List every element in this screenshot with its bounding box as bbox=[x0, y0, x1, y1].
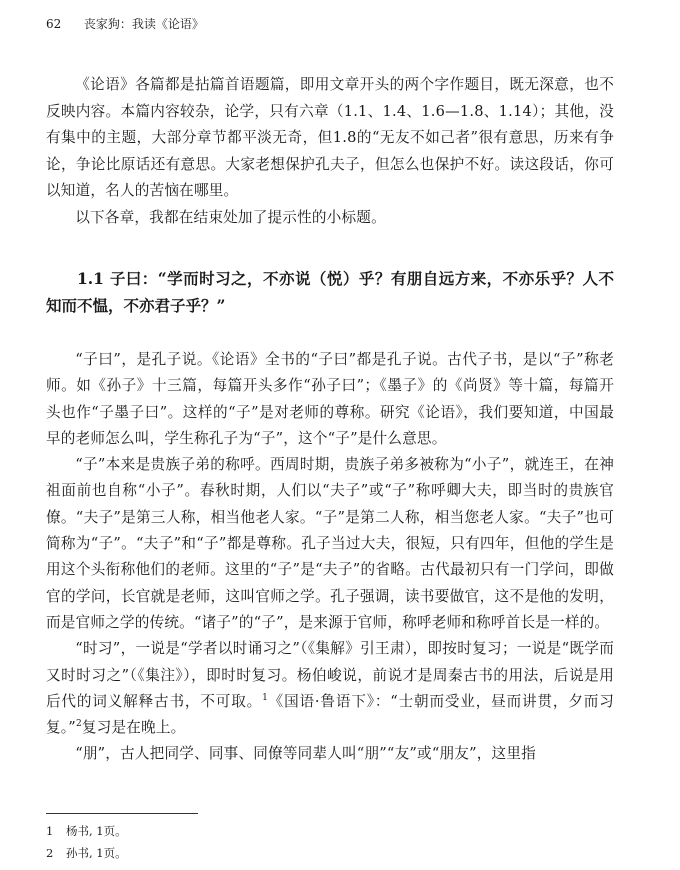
commentary-paragraph-zi-title: “子”本来是贵族子弟的称呼。西周时期，贵族子弟多被称为“小子”，就连王，在神祖面前也自称“小子”。春秋时期，人们以“夫子”或“子”称呼卿大夫，即当时的贵族官僚。“夫子”是第三人称，相当他老人家。“子”是第二人称，相当您老人家。“夫子”也可简称为“子”。“夫子”和“子”都是尊称。孔子当过大夫，很短，只有四年，但他的学生是用这个头衔称他们的老师。这里的“子”是“夫子”的省略。古代最初只有一门学问，即做官的学问，长官就是老师，这叫官师之学。孔子强调，读书要做官，这不是他的发明，而是官师之学的传统。“诸子”的“子”，是来源于官师，称呼老师和称呼首长是一样的。 bbox=[46, 456, 614, 631]
footnote-text: 孙书, 1页。 bbox=[66, 846, 127, 860]
running-header bbox=[46, 16, 204, 32]
footnotes bbox=[46, 820, 614, 864]
intro-note-paragraph: 以下各章，我都在结束处加了提示性的小标题。 bbox=[75, 208, 386, 226]
page-number: 62 bbox=[46, 17, 62, 31]
footnote-2 bbox=[46, 842, 614, 864]
footnote-number: 1 bbox=[46, 824, 54, 838]
commentary-paragraph-zi-yue: “子曰”，是孔子说。《论语》全书的“子曰”都是孔子说。古代子书，是以“子”称老师。如《孙子》十三篇，每篇开头多作“孙子曰”；《墨子》的《尚贤》等十篇，每篇开头也作“子墨子曰”。这样的“子”是对老师的尊称。研究《论语》，我们要知道，中国最早的老师怎么叫，学生称孔子为“子”，这个“子”是什么意思。 bbox=[46, 351, 614, 447]
intro-paragraph: 《论语》各篇都是拈篇首语题篇，即用文章开头的两个字作题目，既无深意，也不反映内容。本篇内容较杂，论学，只有六章（1.1、1.4、1.6—1.8、1.14）；其他，没有集中的主题，大部分章节都平淡无奇，但1.8的“无友不如己者”很有意思，历来有争论，争论比原话还有意思。大家老想保护孔夫子，但怎么也保护不好。读这段话，你可以知道，名人的苦恼在哪里。 bbox=[46, 76, 614, 199]
shi-xi-text-part-3: 复习是在晚上。 bbox=[81, 719, 186, 737]
footnote-1 bbox=[46, 820, 614, 842]
footnote-ref-1[interactable]: 1 bbox=[262, 693, 268, 703]
intro-section bbox=[46, 72, 614, 231]
shi-xi-text-part-1: “时习”，一说是“学者以时诵习之”（《集解》引王肃），即按时复习；一说是“既学而又时时习之”（《集注》），即时时复习。杨伯峻说，前说才是周秦古书的用法，后说是用后代的词义解释古书，不可取。 bbox=[46, 640, 614, 710]
footnote-ref-2[interactable]: 2 bbox=[75, 719, 82, 730]
commentary-paragraph-peng: “朋”，古人把同学、同事、同僚等同辈人叫“朋”“友”或“朋友”，这里指 bbox=[75, 745, 536, 763]
shi-xi-text-part-2: 《国语·鲁语下》：“士朝而受业，昼而讲贯，夕而习复。” bbox=[46, 692, 614, 737]
footnote-divider bbox=[46, 813, 198, 814]
footnote-number: 2 bbox=[46, 846, 54, 860]
footnote-text: 杨书, 1页。 bbox=[66, 824, 127, 838]
section-heading: 1.1 子曰：“学而时习之，不亦说（悦）乎？有朋自远方来，不亦乐乎？人不知而不愠，不亦君子乎？” bbox=[46, 269, 614, 315]
running-title: 丧家狗：我读《论语》 bbox=[83, 17, 204, 31]
commentary-section bbox=[46, 347, 614, 768]
commentary-paragraph-shi-xi bbox=[46, 636, 614, 741]
